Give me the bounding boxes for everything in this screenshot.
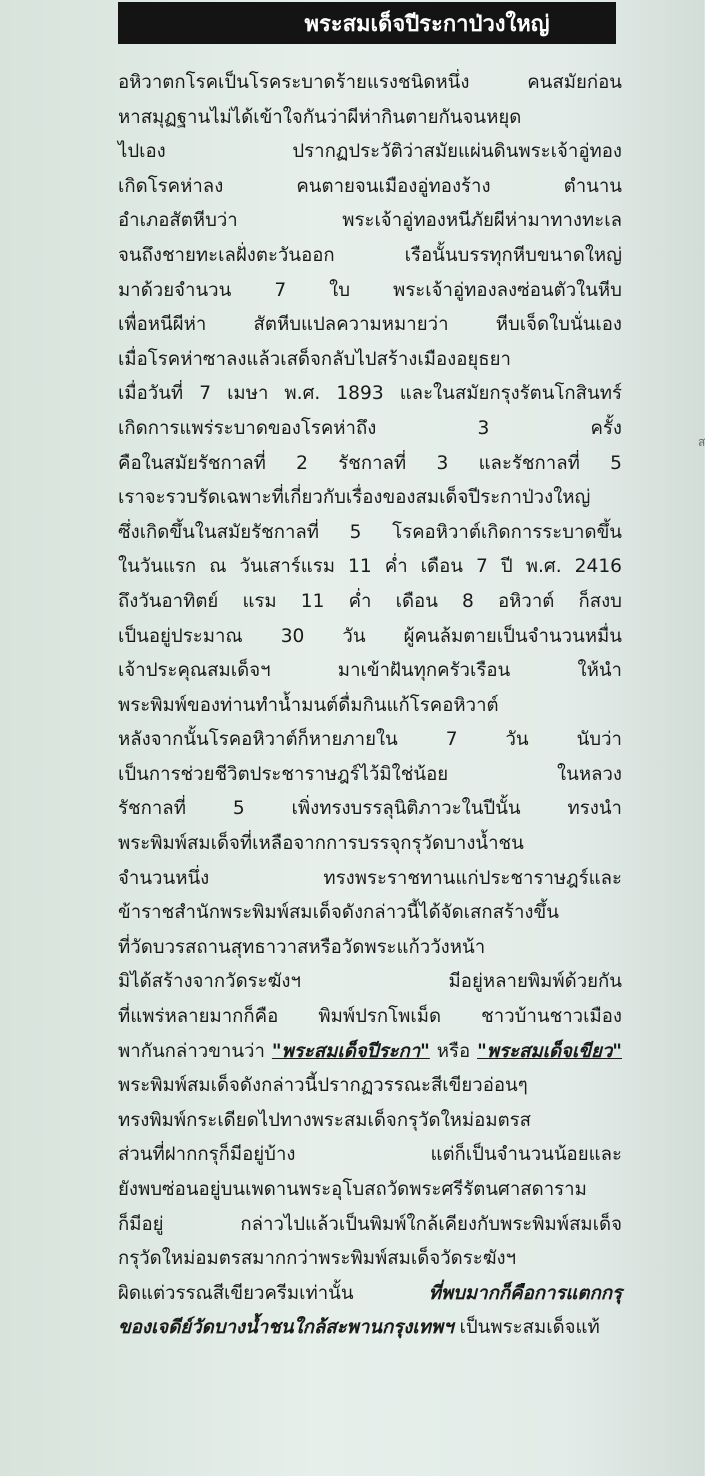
text-line: เมื่อวันที่ 7 เมษา พ.ศ. 1893 และในสมัยกรุงรัตนโกสินทร์ [118, 383, 622, 405]
text-line: อำเภอสัตหีบว่า พระเจ้าอู่ทองหนีภัยผีห่ามาทางทะเล [118, 210, 622, 232]
text-line: คือในสมัยรัชกาลที่ 2 รัชกาลที่ 3 และรัชกาลที่ 5 [118, 452, 622, 474]
text-line: ก็มีอยู่ กล่าวไปแล้วเป็นพิมพ์ใกล้เคียงกับพระพิมพ์สมเด็จ [118, 1213, 622, 1235]
text-line-with-names [118, 1035, 622, 1070]
text-line: เจ้าประคุณสมเด็จฯ มาเข้าฝันทุกครัวเรือน ให้นำ [118, 660, 622, 682]
text-line: จำนวนหนึ่ง ทรงพระราชทานแก่ประชาราษฎร์และ [118, 867, 622, 889]
text-line: พระพิมพ์สมเด็จที่เหลือจากการบรรจุกรุวัดบางน้ำชน [118, 833, 524, 855]
text-line: ที่วัดบวรสถานสุทธาวาสหรือวัดพระแก้ววังหน้า [118, 936, 486, 958]
text-line: เราจะรวบรัดเฉพาะที่เกี่ยวกับเรื่องของสมเด็จปีระกาป่วงใหญ่ [118, 487, 591, 509]
text-line: พระพิมพ์สมเด็จดังกล่าวนี้ปรากฏวรรณะสีเขียวอ่อนๆ [118, 1075, 528, 1097]
article-body [118, 66, 622, 1346]
text-segment: พากันกล่าวขานว่า [118, 1040, 272, 1062]
text-line: หาสมุฏฐานไม่ได้เข้าใจกันว่าผีห่ากินตายกันจนหยุด [118, 106, 522, 128]
title-banner [118, 2, 616, 44]
text-segment: ผิดแต่วรรณสีเขียวครีมเท่านั้น [118, 1282, 429, 1304]
text-line: มิได้สร้างจากวัดระฆังฯ มีอยู่หลายพิมพ์ด้วยกัน [118, 971, 622, 993]
text-line: กรุวัดใหม่อมตรสมากกว่าพระพิมพ์สมเด็จวัดระฆังฯ [118, 1248, 517, 1270]
text-line: เป็นอยู่ประมาณ 30 วัน ผู้คนล้มตายเป็นจำนวนหมื่น [118, 625, 622, 647]
text-line: เกิดการแพร่ระบาดของโรคห่าถึง 3 ครั้ง [118, 417, 622, 439]
text-segment: เป็นพระสมเด็จแท้ [453, 1317, 600, 1339]
text-line: รัชกาลที่ 5 เพิ่งทรงบรรลุนิติภาวะในปีนั้น ทรงนำ [118, 798, 622, 820]
text-line-with-bold [118, 1311, 622, 1346]
text-segment: หรือ [429, 1040, 478, 1062]
text-line: ส่วนที่ฝากกรุก็มีอยู่บ้าง แต่ก็เป็นจำนวนน้อยและ [118, 1144, 622, 1166]
text-line: ในวันแรก ณ วันเสาร์แรม 11 ค่ำ เดือน 7 ปี พ.ศ. 2416 [118, 556, 622, 578]
text-line: หลังจากนั้นโรคอหิวาต์ก็หายภายใน 7 วัน นับว่า [118, 729, 622, 751]
text-line: เกิดโรคห่าลง คนตายจนเมืองอู่ทองร้าง ตำนาน [118, 175, 622, 197]
page-title: พระสมเด็จปีระกาป่วงใหญ่ [304, 11, 550, 37]
text-line: พระพิมพ์ของท่านทำน้ำมนต์ดื่มกินแก้โรคอหิวาต์ [118, 694, 499, 716]
text-line: ข้าราชสำนักพระพิมพ์สมเด็จดังกล่าวนี้ได้จัดเสกสร้างขึ้น [118, 902, 559, 924]
text-line: ทรงพิมพ์กระเดียดไปทางพระสมเด็จกรุวัดใหม่อมตรส [118, 1109, 532, 1131]
edge-character: ส [698, 435, 705, 449]
emphasized-name: "พระสมเด็จเขียว" [477, 1040, 622, 1062]
text-line: เมื่อโรคห่าซาลงแล้วเสด็จกลับไปสร้างเมืองอยุธยา [118, 348, 511, 370]
text-line: ซึ่งเกิดขึ้นในสมัยรัชกาลที่ 5 โรคอหิวาต์เกิดการระบาดขึ้น [118, 521, 622, 543]
text-line: ที่แพร่หลายมากก็คือ พิมพ์ปรกโพเม็ด ชาวบ้านชาวเมือง [118, 1006, 622, 1028]
text-line-with-bold [118, 1277, 622, 1312]
bold-italic-text: ของเจดีย์วัดบางน้ำชนใกล้สะพานกรุงเทพฯ [118, 1317, 454, 1339]
text-line: เพื่อหนีผีห่า สัตหีบแปลความหมายว่า หีบเจ็ดใบนั่นเอง [118, 314, 622, 336]
text-line: จนถึงชายทะเลฝั่งตะวันออก เรือนั้นบรรทุกหีบขนาดใหญ่ [118, 244, 622, 266]
text-line: เป็นการช่วยชีวิตประชาราษฎร์ไว้มิใช่น้อย ในหลวง [118, 763, 622, 785]
text-line: ไปเอง ปรากฏประวัติว่าสมัยแผ่นดินพระเจ้าอู่ทอง [118, 141, 622, 163]
text-line: ยังพบซ่อนอยู่บนเพดานพระอุโบสถวัดพระศรีรัตนศาสดาราม [118, 1179, 587, 1200]
text-line: ถึงวันอาทิตย์ แรม 11 ค่ำ เดือน 8 อหิวาต์ ก็สงบ [118, 590, 622, 612]
text-line: มาด้วยจำนวน 7 ใบ พระเจ้าอู่ทองลงซ่อนตัวในหีบ [118, 279, 622, 301]
emphasized-name: "พระสมเด็จปีระกา" [271, 1040, 430, 1062]
text-line: อหิวาตกโรคเป็นโรคระบาดร้ายแรงชนิดหนึ่ง คนสมัยก่อน [118, 72, 622, 93]
bold-italic-text: ที่พบมากก็คือการแตกกรุ [428, 1282, 622, 1304]
